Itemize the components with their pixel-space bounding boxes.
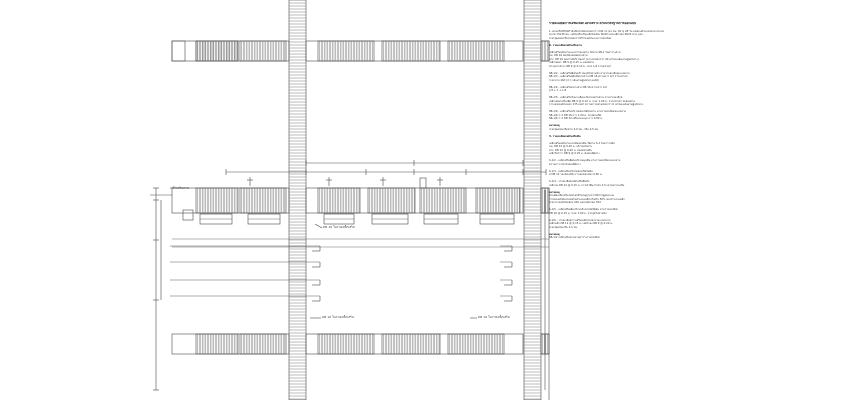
- note-line: เหล็กบน DB 12 @ 0.15 ม. ยาวเข้าพื้นภายใน 1.5 เท่าของระยะยื่น: [549, 183, 625, 187]
- note-line: ล่าง: DB 16 ต่อทาบที่บริเวณเสา (ทาบไม่น้อยกว่า 40 เท่าของเส้นผ่านศูนย์กลาง): [549, 57, 639, 61]
- note-line: ระยะหุ้มคอนกรีตไม่น้อยกว่าที่กำหนดในแบบรายละเอียด: [549, 36, 612, 40]
- note-line: หมายเหตุ: [549, 124, 560, 127]
- note-line: SB-1/2 เหล็กเสริมคานตามตารางรายละเอียด: [549, 236, 600, 239]
- dim-label-3: DB 16 ใบงานเหล็กเสริม: [478, 315, 510, 319]
- note-line: SB-1/3 - เหล็กเสริมเพิ่มที่ปลายคาน DB 16 ความยาว L/3 จากหน้าเสา: [549, 75, 629, 78]
- note-line: ขนาด 15x30 ซม. เหล็กเสริมเป็นเหล็กข้ออ้อย SD40 และเหล็กกลม SR24 ตาม มอก.: [549, 33, 644, 36]
- note-line: S-1/3 - เหล็กเสริมบริเวณช่องเปิดในพื้น: [549, 169, 593, 173]
- note-line: บน: DB 16 ต่อเนื่องตลอดช่วงคาน: [549, 54, 588, 57]
- note-line: DB 16 @ 0.15 ม. ระยะ 1.00 ม. จากจุดรับน้ำหนัก: [549, 211, 607, 215]
- note-line: เหล็กหลัก DB 12 @ 0.15 ม. เหล็กรอง RB 9 @ 0.20 ม.: [549, 222, 613, 225]
- note-line: SB-1/6 = 2 DB 16 ยาว 1.20 ม. รอบช่องเปิด: [549, 113, 602, 117]
- top-beam-outline-right: [541, 41, 549, 61]
- dim-label-1: DB 16 ใบงานเหล็กเสริม: [323, 225, 355, 229]
- mid-beam-segment: [420, 188, 466, 213]
- top-beam-hatch-left2: [240, 41, 286, 61]
- note-line: เหล็กปลอกเสริมเพิ่ม RB 9 @ 0.10 ม. ระยะ 1.00 ม. จากหน้าเสา ทั้งสองด้าน: [549, 99, 636, 103]
- top-beam-segment: [448, 41, 504, 61]
- note-line: ระยะทาบ 40d (d = เส้นผ่านศูนย์กลางเหล็ก): [549, 78, 600, 82]
- note-line: 2. รายละเอียดเหล็กเสริมคาน: [549, 43, 582, 47]
- beam-mark-left: เหล็กเสริมคาน: [170, 186, 189, 190]
- mid-beam-outline-left: [172, 188, 289, 213]
- bottom-beam-outline: [306, 334, 523, 354]
- note-line: ล่าง: DB 12 @ 0.20 ม. ตลอดช่วงพื้น: [549, 148, 592, 152]
- note-line: 2 DB 12 รอบช่องเปิด ยาวเลยขอบช่อง 0.60 ม.: [549, 173, 603, 176]
- note-line: 3. รายละเอียดเหล็กเสริมพื้น: [549, 134, 581, 138]
- note-line: เหล็กปลอก: RB 9 @ 0.15 ม. ตลอดช่วง: [549, 61, 595, 64]
- note-line: ช่วงปลายคาน: RB 9 @ 0.10 ม. ระยะ L/4 จากหน้าเสา: [549, 64, 612, 68]
- mid-beam-segment: [240, 188, 286, 213]
- note-line: L/3 + 1 + L/3: [549, 89, 567, 92]
- label-leader: [315, 224, 322, 228]
- note-line: 1. คอนกรีตที่ใช้มีกำลังอัดประลัยไม่น้อยกว่า 240 กก./ตร.ซม. ที่อายุ 28 วัน ทดสอบด้วยแท่งทรงกระบอก: [549, 29, 665, 33]
- note-line: เหล็กเสริมหลักตามแนวยาวของคาน ใช้ตาม SB-1 ในตารางคาน: [549, 50, 621, 54]
- note-line: S-1/6 - รายละเอียดการเสริมเหล็กบันได ตามแบบขยาย: [549, 218, 611, 222]
- top-beam-outline-left: [172, 41, 289, 61]
- note-line: ห้ามตัดเหล็กเสริมโดยไม่ได้รับอนุญาตจากวิศวกรผู้ออกแบบ: [549, 194, 615, 197]
- bottom-beam-segment: [448, 334, 504, 354]
- note-line: หมายเหตุ: [549, 232, 560, 236]
- bottom-beam-segment: [318, 334, 374, 354]
- note-line: SB-1/6 - เหล็กเสริมบริเวณช่องเปิดในคาน ตามรายละเอียดแบบขยาย: [549, 110, 626, 113]
- note-line: SB-1/5 - เหล็กเสริมรับแรงเฉือนบริเวณปลายคาน ตามรายละเอียด: [549, 96, 623, 99]
- note-line: S-1/2 - เหล็กเสริมพิเศษบริเวณมุมพื้น ตามรายละเอียดแบบขยาย: [549, 159, 621, 162]
- top-beam-hatch-right: [541, 41, 549, 61]
- note-line: SB-1/6 = 2 DB 12 เสริมทแยงมุม ยาว 0.80 ม.: [549, 117, 603, 120]
- general-notes-panel: [549, 22, 846, 382]
- note-line: SB-1/2 - เหล็กเสริมพิเศษบริเวณจุดรับน้ำหนัก ตามรายละเอียดแบบขยาย: [549, 71, 630, 75]
- note-line: ระยะทาบเหล็กข้ออ้อย 40d และเหล็กกลม 50d: [549, 201, 601, 204]
- note-line: ระยะหุ้มคอนกรีต 2.5 ซม.: [549, 225, 578, 229]
- notes-title: รายละเอียดการเสริมเหล็กโครงสร้าง ตามมาตรฐานการออกแบบ: [549, 22, 637, 25]
- note-line: S-1/4 - รายละเอียดเหล็กเสริมพื้นยื่น: [549, 180, 590, 183]
- note-line: S-1/5 - เหล็กเสริมเพิ่มบริเวณรับน้ำหนักพิเศษ ตามรายละเอียด: [549, 208, 618, 211]
- note-line: การงอขอเหล็กปลอก 135 องศา ความยาวขอไม่น้อยกว่า 6 เท่าของเส้นผ่านศูนย์กลาง: [549, 103, 644, 106]
- column-stub-left: [183, 210, 193, 220]
- bottom-beam-segment: [240, 334, 286, 354]
- note-line: หมายเหตุ: [549, 190, 560, 194]
- note-line: SB-1/4 - เหล็กเสริมกลางช่วง DB 16 ความยาว L/2: [549, 85, 607, 89]
- bottom-beam-outline-left: [172, 334, 289, 354]
- note-line: เหล็กกันร้าว: RB 9 @ 0.25 ม. ทั้งสองทิศทาง: [549, 152, 600, 155]
- note-line: ระยะหุ้มคอนกรีตคาน 3.0 ซม. / พื้น 2.5 ซม.: [549, 127, 599, 131]
- note-line: บน: DB 12 @ 0.20 ม. บริเวณหัวคาน: [549, 145, 593, 148]
- top-beam-segment: [318, 41, 374, 61]
- top-beam-outline: [306, 41, 523, 61]
- column-stub-mid: [420, 178, 426, 188]
- note-line: การต่อเหล็กต้องไม่ต่อในตำแหน่งเดียวกันเกิน 50% ของจำนวนเหล็ก: [549, 197, 625, 201]
- dim-label-2: DB 16 ใบงานเหล็กเสริม: [322, 315, 354, 319]
- top-beam-end-left: [172, 41, 185, 61]
- note-line: ความยาว L/4 ทั้งสองทิศทาง: [549, 162, 581, 166]
- notes-body: [549, 30, 846, 240]
- note-line: เหล็กเสริมหลักตามแนวสั้นของพื้น ใช้ตาม S-1 ในตารางพื้น: [549, 141, 615, 145]
